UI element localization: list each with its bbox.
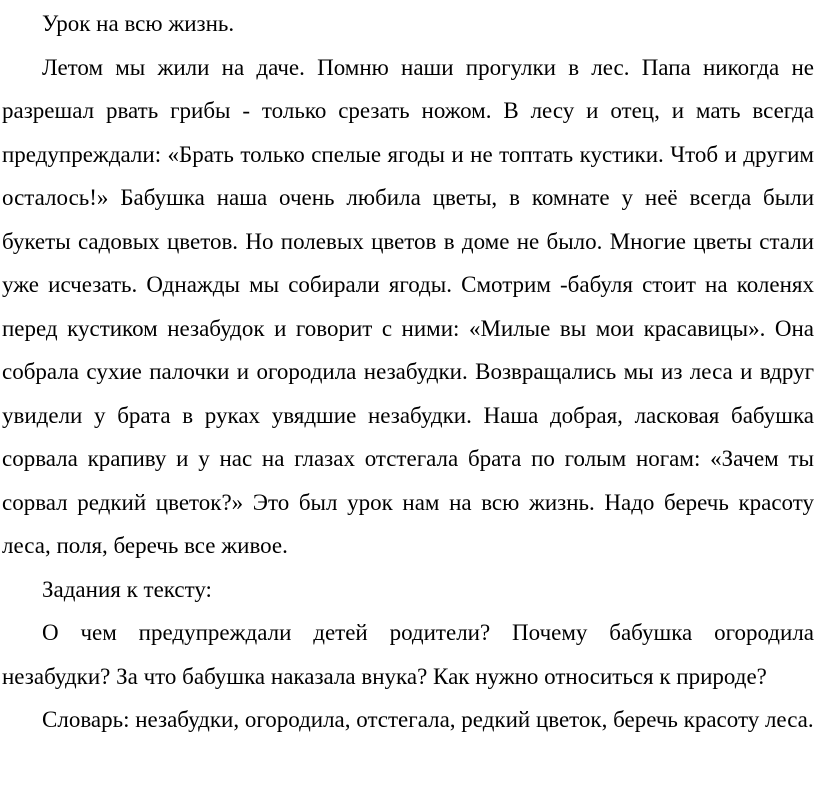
tasks-heading: Задания к тексту:: [42, 576, 212, 602]
story-text: Летом мы жили на даче. Помню наши прогулки в лес. Папа никогда не разрешал рвать грибы - только срезать ножом. В лесу и отец, и мать всегда предупреждали: «Брать только спелые ягоды и не топтать кустики. Чтоб и другим осталось!» Бабушка наша очень любила цветы, в комнате у неё всегда были букеты садовых цветов. Но полевых цветов в доме не было. Многие цветы стали уже исчезать. Однажды мы собирали ягоды. Смотрим -бабуля стоит на коленях перед кустиком незабудок и говорит с ними: «Милые вы мои красавицы». Она собрала сухие палочки и огородила незабудки. Возвращались мы из леса и вдруг увидели у брата в руках увядшие незабудки. Наша добрая, ласковая бабушка сорвала крапиву и у нас на глазах отстегала брата по голым ногам: «Зачем ты сорвал редкий цветок?» Это был урок нам на всю жизнь. Надо беречь красоту леса, поля, беречь все живое.: [2, 54, 814, 558]
vocabulary-text: Словарь: незабудки, огородила, отстегала, редкий цветок, беречь красоту леса.: [42, 707, 814, 732]
story-title: Урок на всю жизнь.: [42, 11, 235, 36]
tasks-text: О чем предупреждали детей родители? Почему бабушка огородила незабудки? За что бабушка наказала внука? Как нужно относиться к природе?: [2, 620, 814, 689]
